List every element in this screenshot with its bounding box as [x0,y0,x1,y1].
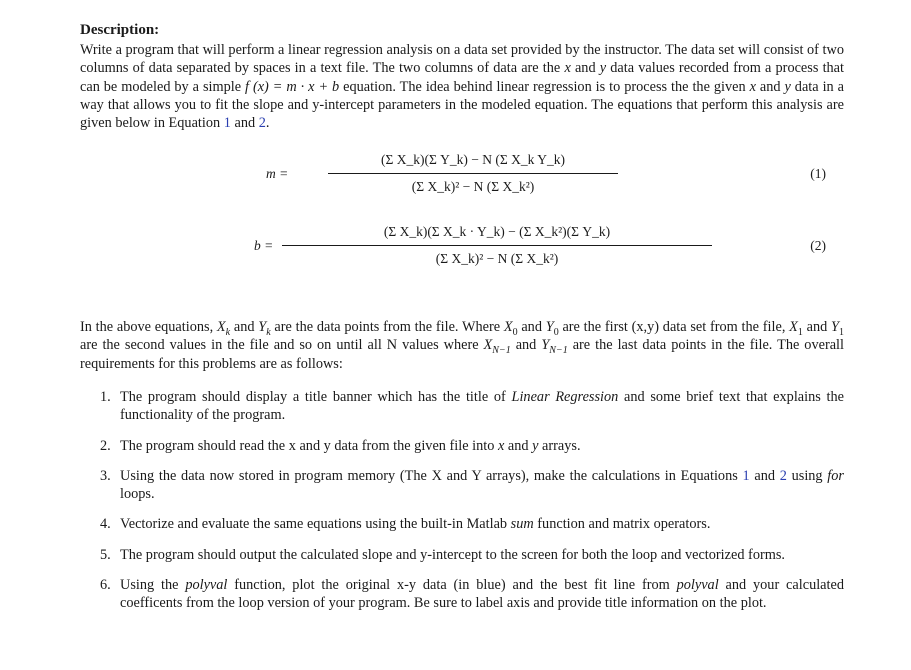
list-item: 4. Vectorize and evaluate the same equations using the built-in Matlab sum function and matrix operators. [100,516,711,533]
equation-2-lhs: b = [254,238,274,253]
equation-ref-link-1[interactable]: 1 [223,115,231,132]
intro-paragraph: Write a program that will perform a linear regression analysis on a data set provided by the instructor. The data set will consist of two columns of data separated by spaces in a text file. The two columns of data are the x and y data values recorded from a process that can be modeled by a simple f (x) = m · x + b equation. The idea behind linear regression is to process the the given x and y data in a way that allows you to fit the slope and y-intercept parameters in the modeled equation. The equations that perform this analysis are given below in Equation 1 and 2. [80,42,845,132]
equation-2-fraction [282,220,712,271]
explanation-paragraph: In the above equations, $X_k$ and $Y_k$ are the data points from the file. Where $X_0$ and $Y_0$ are the first (x,y) data set from the file, $X_1$ and $Y_1$ are the second values in the file and so on until all N values where $X_{N-1}$ and $Y_{N-1}$ are the last data points in the file. The overall requirements for this problems are as follows: [80,319,845,372]
list-item: 2. The program should read the x and y data from the given file into x and y arrays. [100,437,581,454]
equation-1-fraction [328,148,618,199]
equation-1 [240,148,850,202]
equation-ref-link-1[interactable]: 1 [742,467,750,484]
equation-1-denominator: (Σ X_k)² − N (Σ X_k²) [411,179,535,194]
equation-ref-link-2[interactable]: 2 [779,467,787,484]
equation-2-number: (2) [810,238,826,253]
equation-2 [240,220,850,274]
equation-ref-link-2[interactable]: 2 [258,115,266,132]
equation-1-number: (1) [810,166,826,181]
equation-1-lhs: m = [266,166,289,181]
list-item: 6. Using the polyval function, plot the original x-y data (in blue) and the best fit line from polyval and your calculated coefficents from the loop version of your program. Be sure to label axis and provide title information on the plot. [100,577,844,612]
list-item: 1. The program should display a title banner which has the title of Linear Regression and some brief text that explains the functionality of the program. [100,389,844,424]
section-heading: Description: [80,22,160,38]
requirements-list [100,388,844,625]
equation-1-numerator: (Σ X_k)(Σ Y_k) − N (Σ X_k Y_k) [380,152,566,167]
model-equation: f (x) = m · x + b [245,78,340,95]
equation-2-numerator: (Σ X_k)(Σ X_k · Y_k) − (Σ X_k²)(Σ Y_k) [383,224,611,239]
list-item: 5. The program should output the calculated slope and y-intercept to the screen for both the loop and vectorized forms. [100,546,785,563]
fraction-bar [282,245,712,246]
equation-2-denominator: (Σ X_k)² − N (Σ X_k²) [435,251,559,266]
list-item: 3. Using the data now stored in program memory (The X and Y arrays), make the calculations in Equations 1 and 2 using for loops. [100,467,844,503]
fraction-bar [328,173,618,174]
